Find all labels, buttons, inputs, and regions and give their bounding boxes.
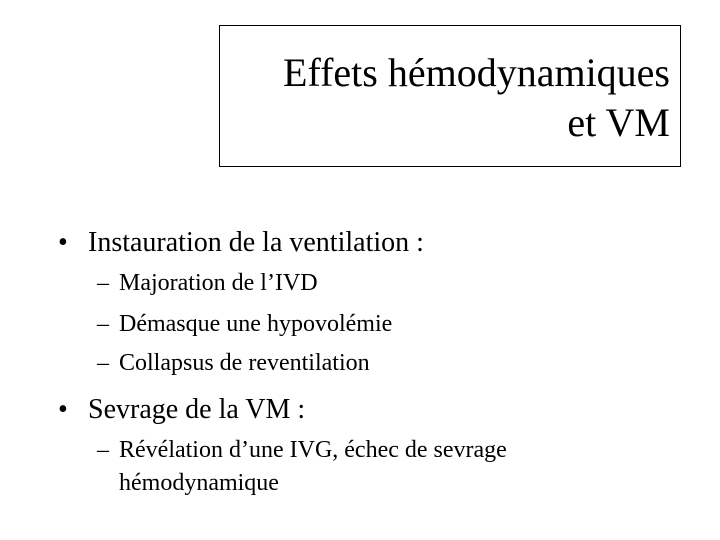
sub-bullet-item [97,349,370,377]
sub-bullet-item [97,436,507,464]
sub-bullet-item [97,269,318,297]
bullet-item [58,394,305,426]
sub-bullet-item [97,310,392,338]
bullet-item [58,227,424,259]
bullet-text: Instauration de la ventilation : [88,227,424,258]
sub-bullet-continuation: hémodynamique [119,470,279,496]
sub-bullet-marker: – [97,437,109,463]
sub-bullet-text: Révélation d’une IVG, échec de sevrage [119,437,507,463]
sub-bullet-text: Démasque une hypovolémie [119,311,393,337]
sub-bullet-marker: – [97,311,109,337]
sub-bullet-marker: – [97,350,109,376]
bullet-marker: • [58,394,68,425]
sub-bullet-text: Majoration de l’IVD [119,270,318,296]
sub-bullet-marker: – [97,270,109,296]
bullet-text: Sevrage de la VM : [88,394,306,425]
sub-bullet-text: Collapsus de reventilation [119,350,370,376]
bullet-marker: • [58,227,68,258]
slide-title-line-1: Effets hémodynamiques [283,50,670,95]
slide-title-line-2: et VM [567,100,670,145]
